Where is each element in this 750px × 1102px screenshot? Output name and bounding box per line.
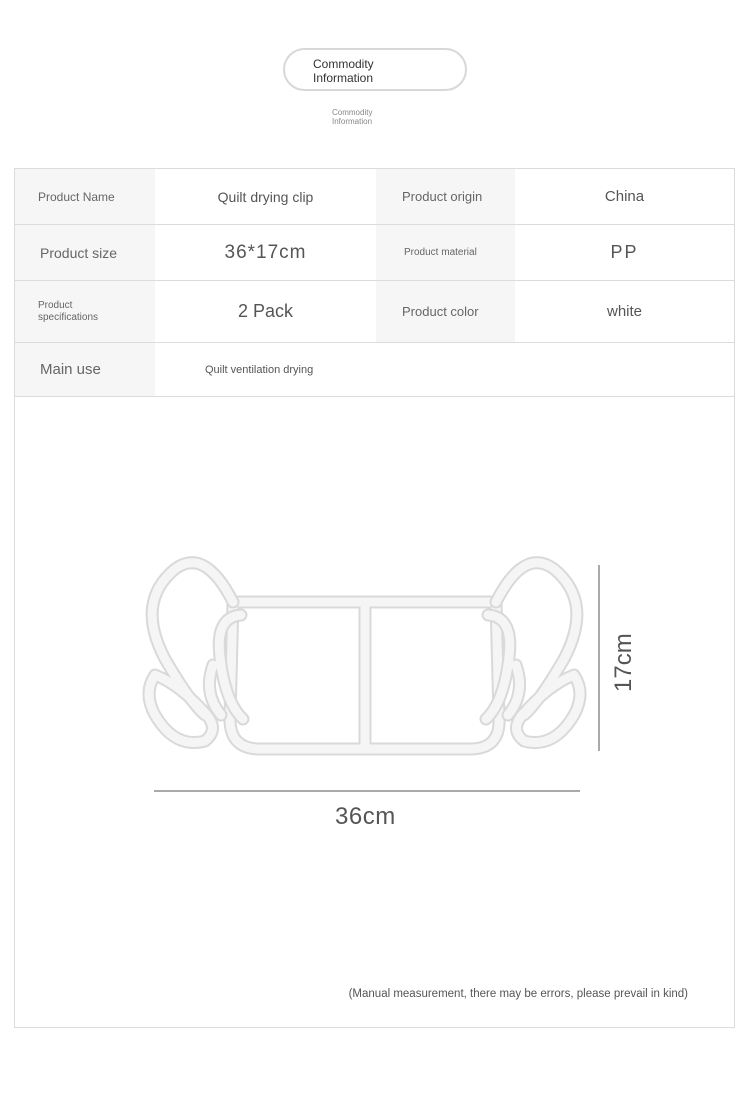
product-size-value: 36*17cm — [224, 241, 307, 263]
product-specifications-value: 2 Pack — [237, 301, 294, 321]
quilt-clip-image — [15, 397, 734, 1027]
product-material-value: PP — [610, 242, 639, 262]
width-dimension-label: 36cm — [335, 803, 396, 830]
product-material-label: Product material — [376, 225, 515, 280]
product-specifications-text: Product specifications — [38, 299, 99, 323]
product-name-label: Product Name — [15, 169, 155, 224]
section-title: Commodity Information — [313, 57, 374, 85]
height-dimension-label: 17cm — [610, 633, 637, 692]
product-image-area — [15, 397, 734, 1027]
product-origin-label: Product origin — [376, 169, 515, 224]
product-origin-value: China — [604, 188, 645, 205]
product-info-frame — [14, 168, 735, 1028]
product-color-label: Product color — [376, 281, 515, 342]
table-row — [15, 281, 734, 343]
table-row — [15, 225, 734, 281]
table-row — [15, 169, 734, 225]
section-subtitle: Commodity Information — [332, 108, 373, 126]
main-use-value: Quilt ventilation drying — [205, 363, 314, 376]
section-title-pill — [283, 48, 467, 91]
product-specifications-label — [15, 281, 155, 342]
product-name-value: Quilt drying clip — [217, 188, 314, 205]
measurement-note: (Manual measurement, there may be errors, please prevail in kind) — [348, 988, 688, 1000]
product-size-label: Product size — [15, 225, 155, 280]
main-use-label: Main use — [15, 343, 155, 396]
product-color-value: white — [606, 303, 643, 320]
table-row — [15, 343, 734, 397]
